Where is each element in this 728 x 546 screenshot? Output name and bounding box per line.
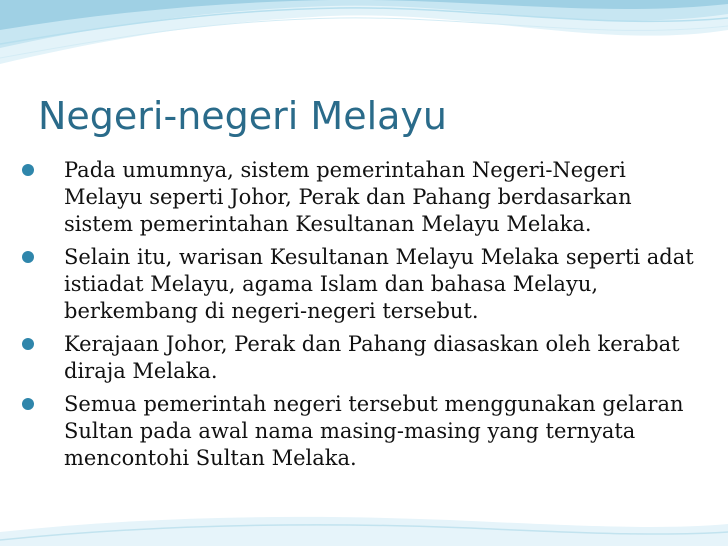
bullet-item <box>20 157 695 238</box>
bullet-text: Kerajaan Johor, Perak dan Pahang diasaskan oleh kerabat diraja Melaka. <box>64 332 680 383</box>
top-wave-decoration <box>0 0 728 80</box>
bullet-item <box>20 391 695 472</box>
bullet-marker-icon <box>22 251 34 263</box>
bullet-marker-icon <box>22 398 34 410</box>
bullet-item <box>20 331 695 385</box>
bullet-text: Semua pemerintah negeri tersebut menggunakan gelaran Sultan pada awal nama masing-masing yang ternyata mencontohi Sultan Melaka. <box>64 392 684 470</box>
slide-title: Negeri-negeri Melayu <box>38 94 448 138</box>
bullet-list <box>20 157 695 478</box>
bullet-marker-icon <box>22 338 34 350</box>
bullet-text: Selain itu, warisan Kesultanan Melayu Melaka seperti adat istiadat Melayu, agama Islam dan bahasa Melayu, berkembang di negeri-negeri tersebut. <box>64 245 694 323</box>
bottom-wave-decoration <box>0 506 728 546</box>
bullet-text: Pada umumnya, sistem pemerintahan Negeri-Negeri Melayu seperti Johor, Perak dan Pahang berdasarkan sistem pemerintahan Kesultanan Melayu Melaka. <box>64 158 632 236</box>
bullet-marker-icon <box>22 164 34 176</box>
bullet-item <box>20 244 695 325</box>
